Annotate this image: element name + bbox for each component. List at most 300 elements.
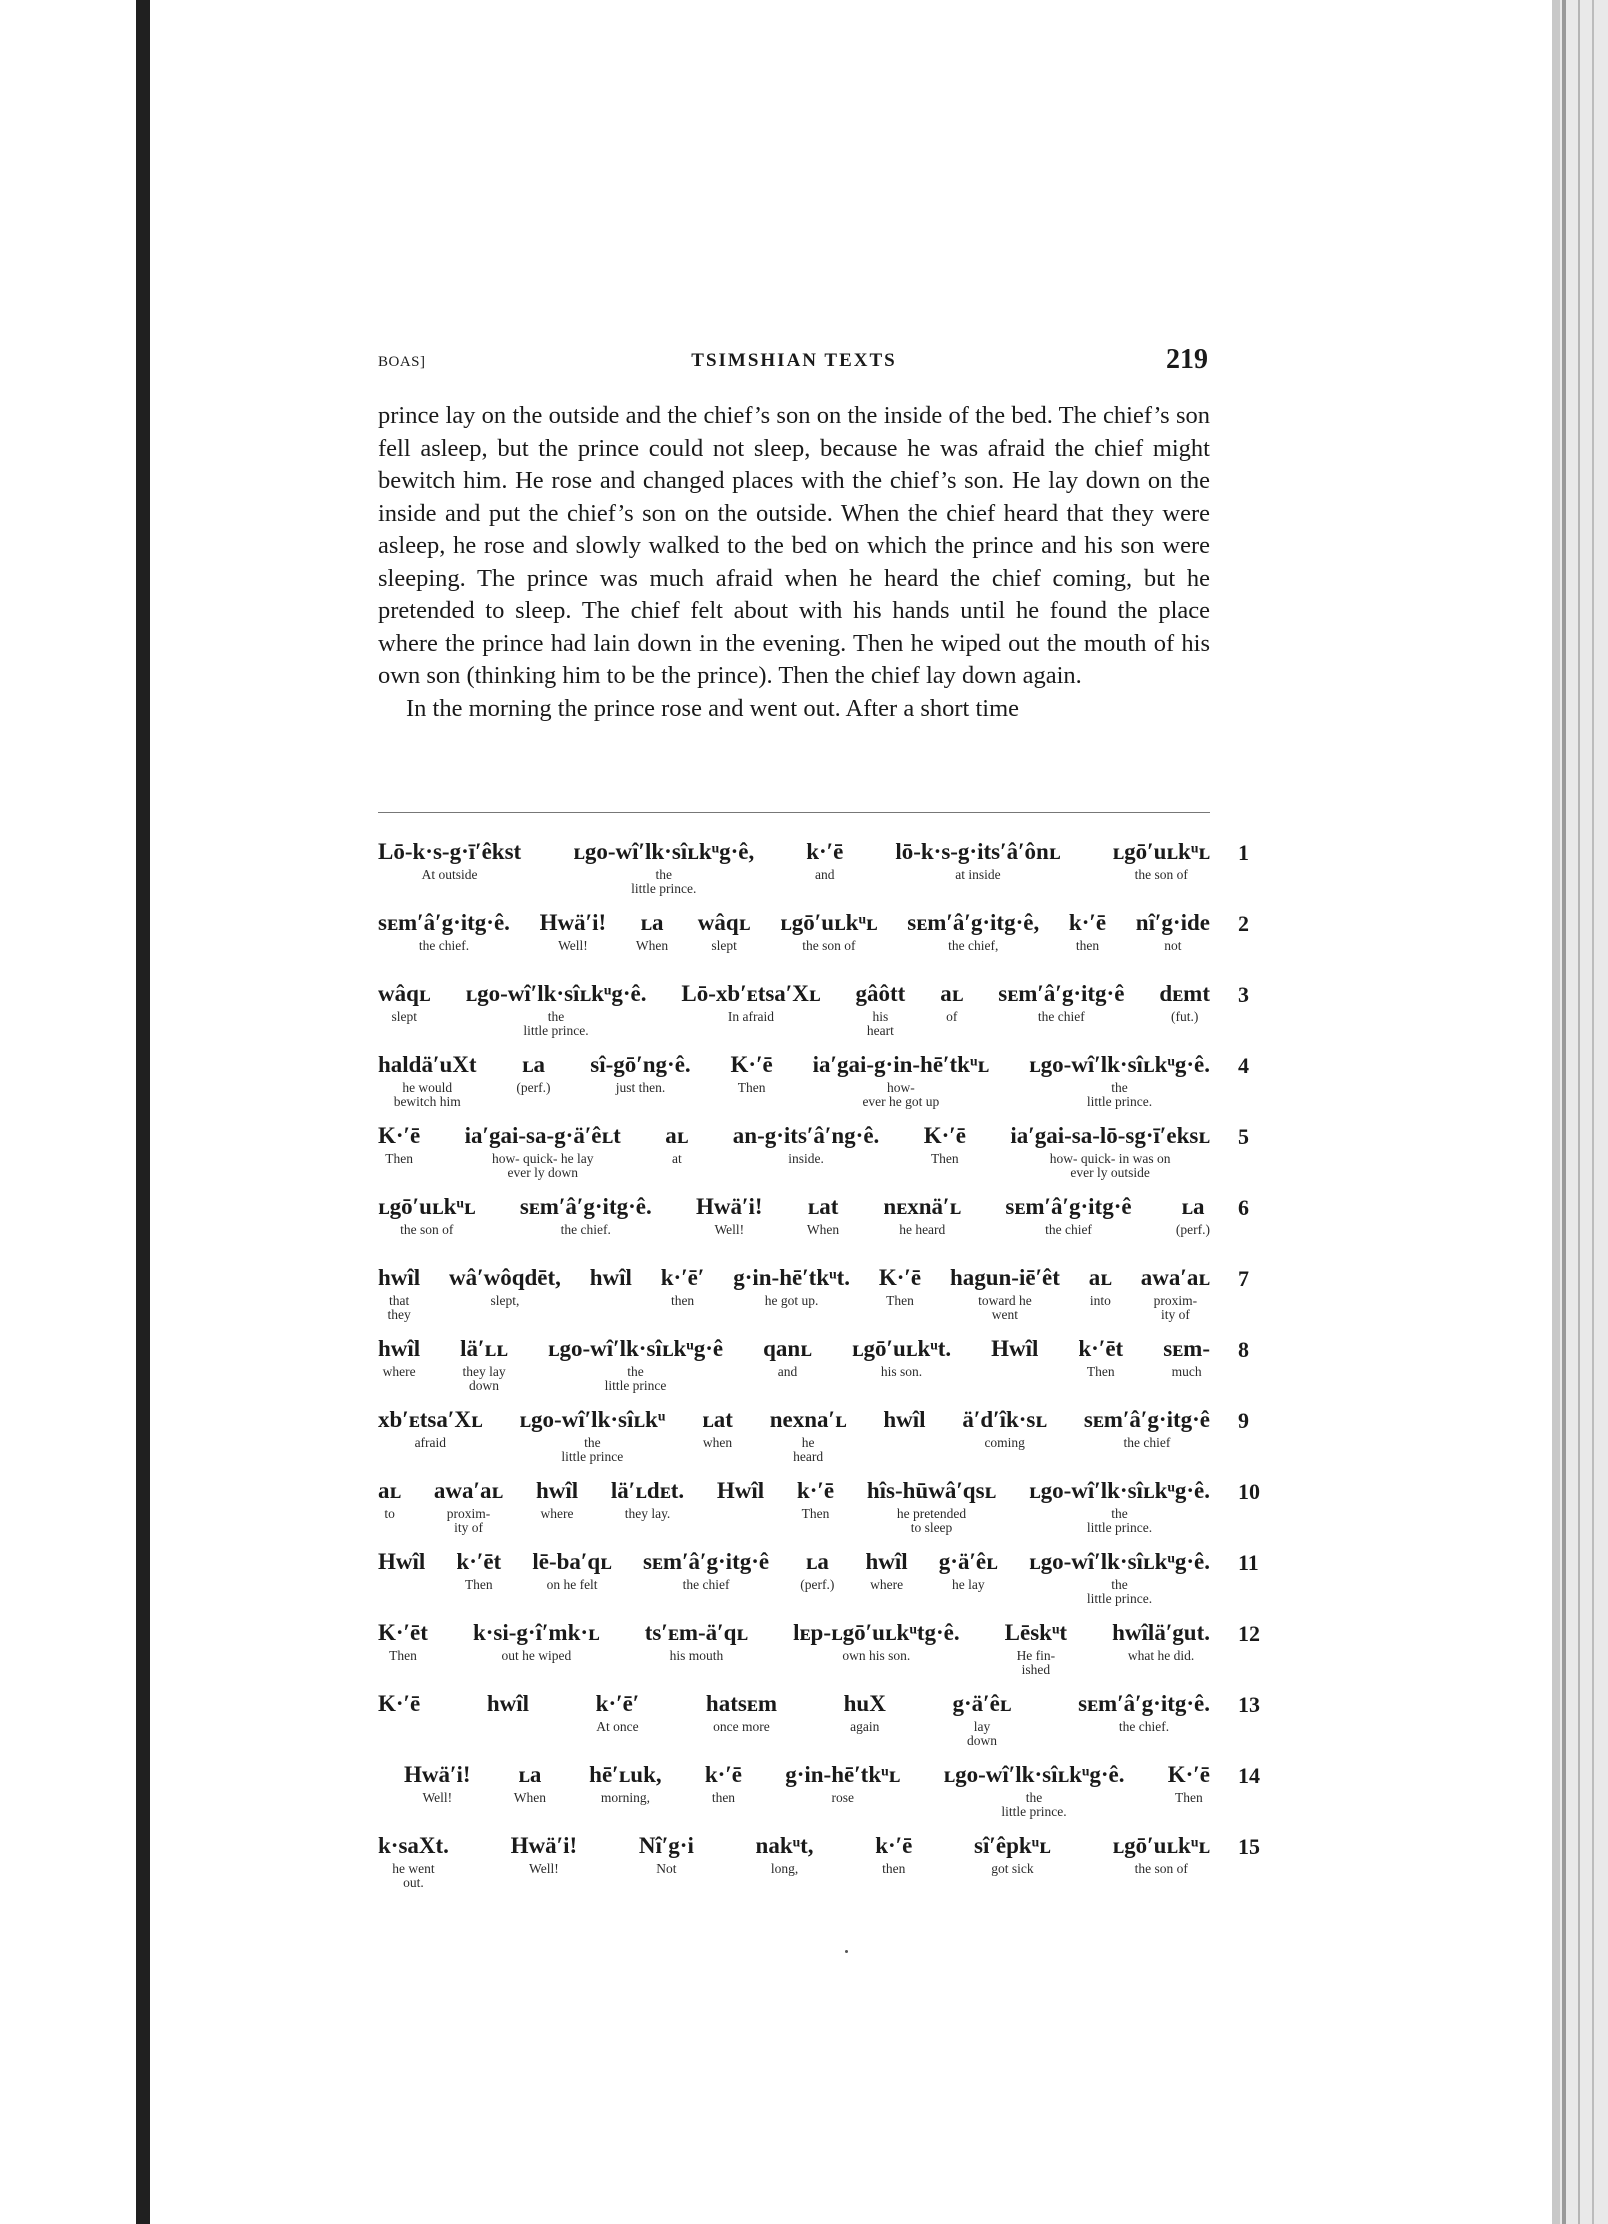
interlinear-line <box>378 1264 1258 1335</box>
word-gloss-pair <box>1010 1122 1210 1180</box>
english-gloss: he heard <box>899 1222 946 1237</box>
line-number: 14 <box>1238 1763 1260 1788</box>
word-gloss-pair <box>698 909 751 953</box>
english-gloss: Then <box>385 1151 413 1166</box>
word-row <box>378 1193 1210 1264</box>
tsimshian-word: sᴇm′â′g·itg·ê, <box>907 910 1040 935</box>
word-gloss-pair <box>1112 1619 1210 1663</box>
tsimshian-word: ʟgo-wî′lk·sîʟkᵘg·ê. <box>1028 1549 1210 1574</box>
word-gloss-pair <box>867 1477 996 1535</box>
word-gloss-pair <box>1159 980 1210 1024</box>
word-gloss-pair <box>1168 1761 1210 1805</box>
english-gloss: then <box>882 1861 906 1876</box>
english-gloss: he went out. <box>392 1861 435 1890</box>
word-gloss-pair <box>378 838 521 882</box>
word-gloss-pair <box>907 909 1039 953</box>
word-row <box>378 1619 1210 1690</box>
english-gloss: Then <box>464 1577 493 1592</box>
english-gloss: of <box>946 1009 958 1024</box>
word-row <box>378 838 1210 909</box>
word-gloss-pair <box>661 1264 705 1308</box>
word-gloss-pair <box>806 838 843 882</box>
tsimshian-word: sî-gō′ng·ê. <box>590 1052 691 1077</box>
word-gloss-pair <box>696 1193 763 1237</box>
tsimshian-word: ʟgo-wî′lk·sîʟkᵘg·ê. <box>1028 1478 1210 1503</box>
english-gloss: Well! <box>529 1861 559 1876</box>
word-gloss-pair <box>924 1122 966 1166</box>
english-gloss: (perf.) <box>1175 1222 1210 1237</box>
english-gloss: the son of <box>400 1222 454 1237</box>
english-gloss: (perf.) <box>516 1080 551 1095</box>
english-gloss: the chief <box>1037 1009 1085 1024</box>
line-number: 8 <box>1238 1337 1249 1362</box>
tsimshian-word: ia′gai-g·in-hē′tkᵘʟ <box>812 1052 990 1077</box>
interlinear-line <box>378 909 1258 980</box>
word-gloss-pair <box>573 838 754 896</box>
interlinear-line <box>378 1051 1258 1122</box>
english-gloss: they lay. <box>624 1506 671 1521</box>
word-gloss-pair <box>706 1690 777 1734</box>
word-gloss-pair <box>473 1619 600 1663</box>
english-gloss: When <box>806 1222 840 1237</box>
word-gloss-pair <box>998 980 1124 1024</box>
line-number: 11 <box>1238 1550 1259 1575</box>
english-gloss: Then <box>930 1151 959 1166</box>
english-gloss: At outside <box>421 867 478 882</box>
word-gloss-pair <box>378 1193 476 1237</box>
tsimshian-word: lō-k·s-g·its′â′ônʟ <box>895 839 1061 864</box>
word-gloss-pair <box>378 1122 420 1166</box>
word-gloss-pair <box>643 1548 769 1592</box>
word-gloss-pair <box>950 1264 1060 1322</box>
word-gloss-pair <box>943 1761 1124 1819</box>
running-title: TSIMSHIAN TEXTS <box>691 350 897 371</box>
tsimshian-word: Hwä′i! <box>696 1194 763 1219</box>
english-gloss: When <box>513 1790 546 1805</box>
interlinear-line <box>378 1477 1258 1548</box>
word-gloss-pair <box>731 1051 773 1095</box>
interlinear-line <box>378 980 1258 1051</box>
tsimshian-word: ia′gai-sa-g·ä′êʟt <box>464 1123 621 1148</box>
english-gloss: morning, <box>600 1790 650 1805</box>
english-gloss: what he did. <box>1127 1648 1195 1663</box>
english-gloss: where <box>870 1577 904 1592</box>
tsimshian-word: sᴇm- <box>1163 1336 1210 1361</box>
tsimshian-word: nakᵘt, <box>755 1833 814 1858</box>
word-gloss-pair <box>962 1406 1047 1450</box>
english-gloss: the little prince <box>604 1364 667 1393</box>
english-gloss: the son of <box>802 938 856 953</box>
tsimshian-word: k·′ēt <box>1078 1336 1124 1361</box>
word-gloss-pair <box>540 909 607 953</box>
tsimshian-word: huX <box>843 1691 886 1716</box>
word-gloss-pair <box>1136 909 1210 953</box>
word-gloss-pair <box>865 1548 907 1592</box>
word-gloss-pair <box>645 1619 748 1663</box>
word-gloss-pair <box>590 1051 690 1095</box>
word-gloss-pair <box>404 1761 471 1805</box>
tsimshian-word: g·ä′êʟ <box>952 1691 1012 1716</box>
tsimshian-word: ʟgo-wî′lk·sîʟkᵘg·ê. <box>1028 1052 1210 1077</box>
word-gloss-pair <box>1176 1193 1210 1237</box>
edge-line <box>1578 0 1580 2224</box>
edge-shade <box>1552 0 1560 2224</box>
running-header <box>378 344 1210 378</box>
english-gloss: Then <box>801 1506 830 1521</box>
english-gloss: when <box>702 1435 733 1450</box>
interlinear-line <box>378 1193 1258 1264</box>
word-gloss-pair <box>1084 1406 1210 1450</box>
tsimshian-word: ʟat <box>807 1194 839 1219</box>
word-row <box>378 909 1210 980</box>
tsimshian-word: nî′g·ide <box>1135 910 1210 935</box>
tsimshian-word: aʟ <box>378 1478 402 1503</box>
tsimshian-word: hwîl <box>378 1336 421 1361</box>
tsimshian-word: ʟgō′uʟkᵘʟ <box>378 1194 476 1219</box>
tsimshian-word: ʟgō′uʟkᵘt. <box>851 1336 952 1361</box>
tsimshian-word: lä′ʟdᴇt. <box>610 1478 685 1503</box>
tsimshian-word: k·′ēt <box>456 1549 502 1574</box>
word-gloss-pair <box>434 1477 503 1535</box>
tsimshian-word: haldä′uXt <box>378 1052 477 1077</box>
word-gloss-pair <box>952 1690 1011 1748</box>
english-gloss: then <box>670 1293 695 1308</box>
english-gloss: the chief. <box>560 1222 611 1237</box>
tsimshian-word: sᴇm′â′g·itg·ê <box>1005 1194 1132 1219</box>
interlinear-line <box>378 1761 1258 1832</box>
tsimshian-word: ʟat <box>702 1407 733 1432</box>
english-gloss: Then <box>1086 1364 1115 1379</box>
english-gloss: proxim- ity of <box>1153 1293 1198 1322</box>
english-gloss: he would bewitch him <box>393 1080 461 1109</box>
english-gloss: how- quick- in was on ever ly outside <box>1049 1151 1171 1180</box>
tsimshian-word: k·′ē <box>796 1478 835 1503</box>
tsimshian-word: K·′ē <box>923 1123 966 1148</box>
tsimshian-word: sᴇm′â′g·itg·ê <box>642 1549 770 1574</box>
english-gloss: Well! <box>422 1790 453 1805</box>
tsimshian-word: gâôtt <box>855 981 906 1006</box>
english-gloss: At once <box>596 1719 639 1734</box>
tsimshian-word: ts′ᴇm-ä′qʟ <box>644 1620 749 1645</box>
english-gloss: the little prince. <box>1086 1080 1153 1109</box>
word-gloss-pair <box>797 1477 834 1521</box>
tsimshian-word: k·′ē <box>1068 910 1107 935</box>
word-gloss-pair <box>1089 1264 1112 1308</box>
line-number: 1 <box>1238 840 1249 865</box>
word-gloss-pair <box>1029 1548 1210 1606</box>
tsimshian-word: sᴇm′â′g·itg·ê. <box>519 1194 652 1219</box>
tsimshian-word: ʟgo-wî′lk·sîʟkᵘg·ê, <box>573 839 755 864</box>
english-gloss: again <box>850 1719 880 1734</box>
tsimshian-word: Lō-k·s-g·ī′êkst <box>378 839 522 864</box>
english-gloss: Then <box>1175 1790 1203 1805</box>
tsimshian-word: dᴇmt <box>1159 981 1210 1006</box>
english-gloss: the little prince. <box>631 867 697 896</box>
tsimshian-word: ʟgo-wî′lk·sîʟkᵘg·ê. <box>943 1762 1125 1787</box>
tsimshian-word: hwîl <box>883 1407 926 1432</box>
english-gloss: the chief, <box>948 938 999 953</box>
page-number: 219 <box>1166 344 1208 375</box>
english-gloss: then <box>1075 938 1100 953</box>
english-gloss: Then <box>389 1648 417 1663</box>
word-gloss-pair <box>717 1477 764 1507</box>
tsimshian-word: hwîl <box>589 1265 632 1290</box>
word-gloss-pair <box>536 1477 578 1521</box>
tsimshian-word: aʟ <box>940 981 964 1006</box>
tsimshian-word: ʟgō′uʟkᵘʟ <box>1112 1833 1210 1858</box>
word-gloss-pair <box>378 1264 420 1322</box>
tsimshian-word: an-g·its′â′ng·ê. <box>732 1123 880 1148</box>
word-gloss-pair <box>844 1690 886 1734</box>
word-gloss-pair <box>378 1832 449 1890</box>
word-gloss-pair <box>807 1193 839 1237</box>
line-number: 2 <box>1238 911 1249 936</box>
english-gloss: the chief. <box>1118 1719 1170 1734</box>
word-gloss-pair <box>756 1832 814 1876</box>
word-gloss-pair <box>793 1619 960 1663</box>
tsimshian-word: sᴇm′â′g·itg·ê. <box>378 910 510 935</box>
tsimshian-word: sî′êpkᵘʟ <box>974 1833 1051 1858</box>
english-gloss: much <box>1171 1364 1202 1379</box>
english-gloss: at inside <box>955 867 1001 882</box>
word-gloss-pair <box>456 1548 501 1592</box>
english-gloss: toward he went <box>978 1293 1032 1322</box>
tsimshian-word: Hwä′i! <box>404 1762 471 1787</box>
english-gloss: got sick <box>991 1861 1034 1876</box>
word-gloss-pair <box>465 980 646 1038</box>
english-gloss: afraid <box>414 1435 447 1450</box>
tsimshian-word: qanʟ <box>763 1336 812 1361</box>
english-gloss: inside. <box>788 1151 824 1166</box>
english-gloss: he pretended to sleep <box>896 1506 967 1535</box>
word-gloss-pair <box>514 1761 546 1805</box>
tsimshian-word: K·′ē <box>1167 1762 1210 1787</box>
tsimshian-word: Hwä′i! <box>510 1833 578 1858</box>
tsimshian-word: hwîlä′gut. <box>1112 1620 1210 1645</box>
tsimshian-word: ʟgō′uʟkᵘʟ <box>1112 839 1210 864</box>
english-gloss: how- ever he got up <box>862 1080 940 1109</box>
word-gloss-pair <box>681 980 820 1024</box>
english-gloss: slept, <box>490 1293 520 1308</box>
english-gloss: (perf.) <box>800 1577 835 1592</box>
word-gloss-pair <box>378 1619 428 1663</box>
word-gloss-pair <box>1112 1832 1210 1876</box>
word-gloss-pair <box>532 1548 611 1592</box>
interlinear-line <box>378 1619 1258 1690</box>
tsimshian-word: aʟ <box>1088 1265 1112 1290</box>
tsimshian-word: xb′ᴇtsa′Xʟ <box>378 1407 483 1432</box>
tsimshian-word: wâqʟ <box>697 910 751 935</box>
english-gloss: once more <box>713 1719 770 1734</box>
english-gloss: coming <box>984 1435 1025 1450</box>
english-gloss: Well! <box>714 1222 745 1237</box>
tsimshian-word: Lēskᵘt <box>1004 1620 1068 1645</box>
english-gloss: the little prince <box>561 1435 624 1464</box>
word-gloss-pair <box>378 1548 425 1578</box>
word-gloss-pair <box>770 1406 847 1464</box>
english-gloss: he got up. <box>764 1293 819 1308</box>
english-gloss: he heard <box>793 1435 824 1464</box>
word-gloss-pair <box>883 1406 925 1436</box>
interlinear-line <box>378 1548 1258 1619</box>
english-gloss: not <box>1164 938 1182 953</box>
binding-shadow <box>136 0 150 2224</box>
english-gloss: (fut.) <box>1171 1009 1199 1024</box>
word-row <box>378 1832 1210 1903</box>
word-gloss-pair <box>974 1832 1051 1876</box>
word-row <box>378 1335 1210 1406</box>
tsimshian-word: awa′aʟ <box>433 1478 504 1503</box>
word-gloss-pair <box>939 1548 998 1592</box>
word-row <box>378 1122 1210 1193</box>
word-gloss-pair <box>780 909 878 953</box>
english-gloss: then <box>711 1790 736 1805</box>
tsimshian-word: hē′ʟuk, <box>589 1762 662 1787</box>
tsimshian-word: sᴇm′â′g·itg·ê <box>998 981 1125 1006</box>
word-gloss-pair <box>1069 909 1106 953</box>
word-gloss-pair <box>991 1335 1038 1365</box>
tsimshian-word: Lō-xb′ᴇtsa′Xʟ <box>681 981 821 1006</box>
word-gloss-pair <box>883 1193 961 1237</box>
tsimshian-word: lä′ʟʟ <box>460 1336 508 1361</box>
tsimshian-word: ʟa <box>1181 1194 1205 1219</box>
word-gloss-pair <box>520 1193 652 1237</box>
line-number: 6 <box>1238 1195 1249 1220</box>
word-gloss-pair <box>855 980 905 1038</box>
word-gloss-pair <box>1112 838 1210 882</box>
word-gloss-pair <box>589 1761 661 1805</box>
divider <box>378 812 1210 813</box>
tsimshian-word: awa′aʟ <box>1140 1265 1210 1290</box>
tsimshian-word: g·in-hē′tkᵘʟ <box>785 1762 901 1787</box>
tsimshian-word: hwîl <box>865 1549 908 1574</box>
english-gloss: and <box>777 1364 798 1379</box>
english-gloss: the little prince. <box>1086 1506 1153 1535</box>
tsimshian-word: wâ′wôqdēt, <box>449 1265 561 1290</box>
line-number: 15 <box>1238 1834 1260 1859</box>
line-number: 9 <box>1238 1408 1249 1433</box>
tsimshian-word: aʟ <box>665 1123 689 1148</box>
paragraph: prince lay on the outside and the chief’s son on the inside of the bed. The chief’s son fell asleep, but the prince could not sleep, because he was afraid the chief might bewitch him. He rose and changed places with the chief’s son. He lay down on the inside and put the chief’s son on the outside. When the chief heard that they were asleep, he rose and slowly walked to the bed on which the prince and his son were sleeping. The prince was much afraid when he heard the chief coming, but he pretended to sleep. The chief felt about with his hands until he found the place where the prince had lain down in the evening. Then he wiped out the mouth of his own son (thinking him to be the prince). Then the chief lay down again. <box>378 402 1210 689</box>
word-gloss-pair <box>1005 1619 1067 1677</box>
english-gloss: his heart <box>866 1009 894 1038</box>
english-gloss: they lay down <box>462 1364 506 1393</box>
interlinear-line <box>378 838 1258 909</box>
word-gloss-pair <box>378 1406 483 1450</box>
word-gloss-pair <box>590 1264 632 1294</box>
word-gloss-pair <box>879 1264 921 1308</box>
word-gloss-pair <box>800 1548 834 1592</box>
english-gloss: rose <box>831 1790 854 1805</box>
word-gloss-pair <box>516 1051 550 1095</box>
interlinear-line <box>378 1406 1258 1477</box>
tsimshian-word: k·si-g·î′mk·ʟ <box>472 1620 600 1645</box>
word-gloss-pair <box>665 1122 688 1166</box>
tsimshian-word: K·′ē <box>378 1691 421 1716</box>
interlinear-line <box>378 1122 1258 1193</box>
tsimshian-word: ʟa <box>805 1549 829 1574</box>
word-gloss-pair <box>875 1832 912 1876</box>
english-gloss: He fin- ished <box>1016 1648 1056 1677</box>
translation-text <box>378 400 1210 725</box>
word-gloss-pair <box>378 1051 477 1109</box>
interlinear-line <box>378 1335 1258 1406</box>
word-gloss-pair <box>705 1761 742 1805</box>
english-gloss: his mouth <box>669 1648 724 1663</box>
english-gloss: that they <box>387 1293 411 1322</box>
english-gloss: the chief <box>682 1577 730 1592</box>
tsimshian-word: ʟgō′uʟkᵘʟ <box>780 910 878 935</box>
tsimshian-word: hîs-hūwâ′qsʟ <box>866 1478 997 1503</box>
word-row <box>378 1690 1210 1761</box>
word-row <box>378 1406 1210 1477</box>
english-gloss: proxim- ity of <box>446 1506 491 1535</box>
tsimshian-word: k·′ē′ <box>595 1691 640 1716</box>
word-row <box>378 1548 1210 1619</box>
tsimshian-word: ia′gai-sa-lō-sg·ī′eksʟ <box>1010 1123 1210 1148</box>
word-gloss-pair <box>511 1832 578 1876</box>
tsimshian-word: k·′ē <box>806 839 844 864</box>
tsimshian-word: k·′ē <box>875 1833 913 1858</box>
word-gloss-pair <box>487 1690 529 1720</box>
english-gloss: Then <box>737 1080 766 1095</box>
tsimshian-word: g·ä′êʟ <box>938 1549 998 1574</box>
line-number: 5 <box>1238 1124 1249 1149</box>
page-stack-edge <box>1552 0 1608 2224</box>
word-gloss-pair <box>378 980 431 1024</box>
print-speck <box>845 1950 848 1953</box>
tsimshian-word: Hwîl <box>716 1478 765 1503</box>
english-gloss: out he wiped <box>501 1648 572 1663</box>
english-gloss: slept <box>391 1009 418 1024</box>
word-gloss-pair <box>1029 1051 1210 1109</box>
english-gloss: the little prince. <box>1086 1577 1153 1606</box>
tsimshian-word: ʟgo-wî′lk·sîʟkᵘ <box>519 1407 666 1432</box>
word-gloss-pair <box>895 838 1060 882</box>
tsimshian-word: K·′ēt <box>378 1620 428 1645</box>
english-gloss: and <box>815 867 835 882</box>
tsimshian-word: hwîl <box>378 1265 421 1290</box>
word-gloss-pair <box>378 909 510 953</box>
english-gloss: Then <box>886 1293 914 1308</box>
english-gloss: his son. <box>880 1364 923 1379</box>
english-gloss: just then. <box>615 1080 666 1095</box>
english-gloss: into <box>1089 1293 1111 1308</box>
word-gloss-pair <box>702 1406 733 1450</box>
tsimshian-word: ʟgo-wî′lk·sîʟkᵘg·ê <box>547 1336 724 1361</box>
word-gloss-pair <box>449 1264 561 1308</box>
tsimshian-word: lᴇp-ʟgō′uʟkᵘtg·ê. <box>793 1620 960 1645</box>
english-gloss: own his son. <box>842 1648 911 1663</box>
word-gloss-pair <box>940 980 963 1024</box>
tsimshian-word: nᴇxnä′ʟ <box>883 1194 962 1219</box>
tsimshian-word: ä′d′îk·sʟ <box>962 1407 1048 1432</box>
author-label: BOAS] <box>378 354 426 370</box>
tsimshian-word: lē-ba′qʟ <box>532 1549 612 1574</box>
word-gloss-pair <box>733 1264 850 1308</box>
english-gloss: the little prince. <box>523 1009 589 1038</box>
english-gloss: he lay <box>952 1577 985 1592</box>
tsimshian-word: ʟa <box>518 1762 542 1787</box>
tsimshian-word: hagun-iē′êt <box>949 1265 1060 1290</box>
line-number: 13 <box>1238 1692 1260 1717</box>
word-gloss-pair <box>548 1335 723 1393</box>
tsimshian-word: Nî′g·i <box>638 1833 694 1858</box>
word-gloss-pair <box>611 1477 684 1521</box>
interlinear-line <box>378 1690 1258 1761</box>
interlinear-line <box>378 1832 1258 1903</box>
word-gloss-pair <box>1005 1193 1131 1237</box>
